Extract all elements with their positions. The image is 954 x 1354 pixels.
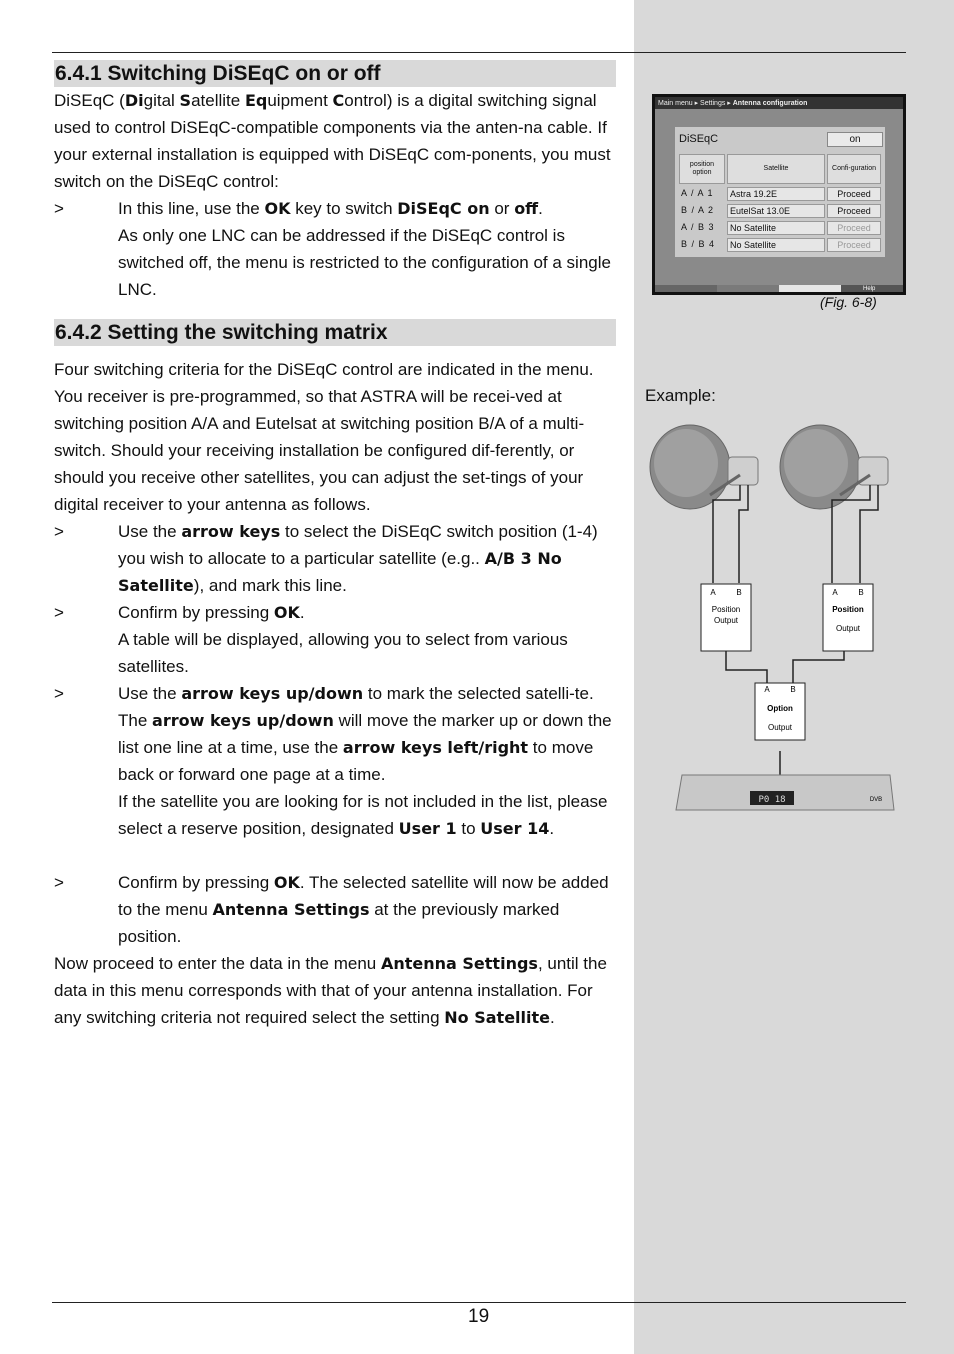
option-switch [755,683,805,740]
section1-step1-note: As only one LNC can be addressed if the DiSEqC control is switched off, the menu is restricted to the configuration of a single LNC. [118,226,611,299]
receiver [676,775,894,810]
bullet: > [54,873,64,892]
satellite-dish-right [780,425,888,509]
section2-step2: Confirm by pressing OK. [118,603,305,622]
top-rule [52,52,906,53]
port-label: B [790,685,796,694]
section1-intro: DiSEqC (Digital Satellite Equipment Control) is a digital switching signal used to control DiSEqC-compatible components via the anten-na cable. If your external installation is equipped with DiSEqC com-ponents, you must switch on the DiSEqC control: [54,91,611,191]
satellite-dish-left [650,425,758,509]
table-row [679,238,881,253]
help-label: Help [863,286,876,292]
section2-step3: Use the arrow keys up/down to mark the selected satelli-te. The arrow keys up/down will move the marker up or down the list one line at a time, use the arrow keys left/right to move back or forward one page at a time. [118,684,612,784]
switch-label: Output [713,616,739,625]
switch-label: Output [767,723,793,732]
port-label: A [832,588,838,597]
row-satellite: No Satellite [727,238,825,252]
bullet: > [54,684,64,703]
row-position: B / B 4 [681,239,716,249]
section-heading-6-4-2: 6.4.2 Setting the switching matrix [54,319,616,346]
section2-step2-note: A table will be displayed, allowing you to select from various satellites. [118,630,568,676]
port-label: A [764,685,770,694]
menu-screenshot [652,94,906,295]
row-configuration: Proceed [827,238,881,252]
table-row [679,221,881,236]
page-number: 19 [468,1306,490,1327]
section2-intro: Four switching criteria for the DiSEqC control are indicated in the menu. You receiver is pre-programmed, so that ASTRA will be recei-ved at switching position A/A and Eutelsat at switching position B/A of a multi-switch. Should your receiving installation be configured dif-ferently, or should you receive other satellites, you can adjust the set-tings of your digital receiver to your antenna as follows. [54,360,594,514]
installation-diagram [640,415,900,815]
breadcrumb: Main menu ▸ Settings ▸ Antenna configuration [658,100,808,107]
section2-step3-note: If the satellite you are looking for is not included in the list, please select a reserve position, designated User 1 to User 14. [118,792,608,838]
diseqc-title: DiSEqC [679,133,719,145]
switch-right [823,584,873,651]
breadcrumb-item: Settings [700,100,726,107]
row-satellite: No Satellite [727,221,825,235]
receiver-display: P0 18 [758,795,786,805]
bottom-rule [52,1302,906,1303]
button-bar-yellow [779,285,841,292]
col-header-configuration: Confi-guration [827,154,881,184]
row-configuration: Proceed [827,221,881,235]
section1-step1: In this line, use the OK key to switch DiSEqC on or off. [118,199,543,218]
switch-label: Position [711,605,741,614]
bullet: > [54,522,64,541]
row-position: B / A 2 [681,205,715,215]
switch-label: Option [767,704,793,713]
section2-outro: Now proceed to enter the data in the menu Antenna Settings, until the data in this menu corresponds with that of your antenna installation. For any switching criteria not required select the setting No Satellite. [54,954,607,1027]
row-satellite: Astra 19.2E [727,187,825,201]
row-position: A / A 1 [681,188,714,198]
table-row [679,187,881,202]
col-header-position: position option [679,154,725,184]
example-label: Example: [645,386,716,405]
row-position: A / B 3 [681,222,715,232]
port-label: B [736,588,742,597]
table-row [679,204,881,219]
row-configuration: Proceed [827,204,881,218]
port-label: A [710,588,716,597]
switch-left [701,584,751,651]
port-label: B [858,588,864,597]
section2-step4: Confirm by pressing OK. The selected satellite will now be added to the menu Antenna Settings at the previously marked position. [118,873,609,946]
receiver-logo: DVB [869,797,883,803]
bullet: > [54,603,64,622]
figure-caption: (Fig. 6-8) [820,294,877,310]
row-satellite: EutelSat 13.0E [727,204,825,218]
button-bar-red [655,285,717,292]
diseqc-toggle: on [827,132,883,147]
breadcrumb-item: Main menu [658,100,693,107]
bullet: > [54,199,64,218]
switch-label: Output [835,624,861,633]
button-bar-green [717,285,779,292]
diseqc-panel [675,127,885,257]
section2-step1: Use the arrow keys to select the DiSEqC switch position (1-4) you wish to allocate to a particular satellite (e.g.. A/B 3 No Satellite), and mark this line. [118,522,598,595]
col-header-satellite: Satellite [727,154,825,184]
breadcrumb-item: Antenna configuration [732,100,808,107]
row-configuration: Proceed [827,187,881,201]
section-heading-6-4-1: 6.4.1 Switching DiSEqC on or off [54,60,616,87]
switch-label: Position [832,605,864,614]
